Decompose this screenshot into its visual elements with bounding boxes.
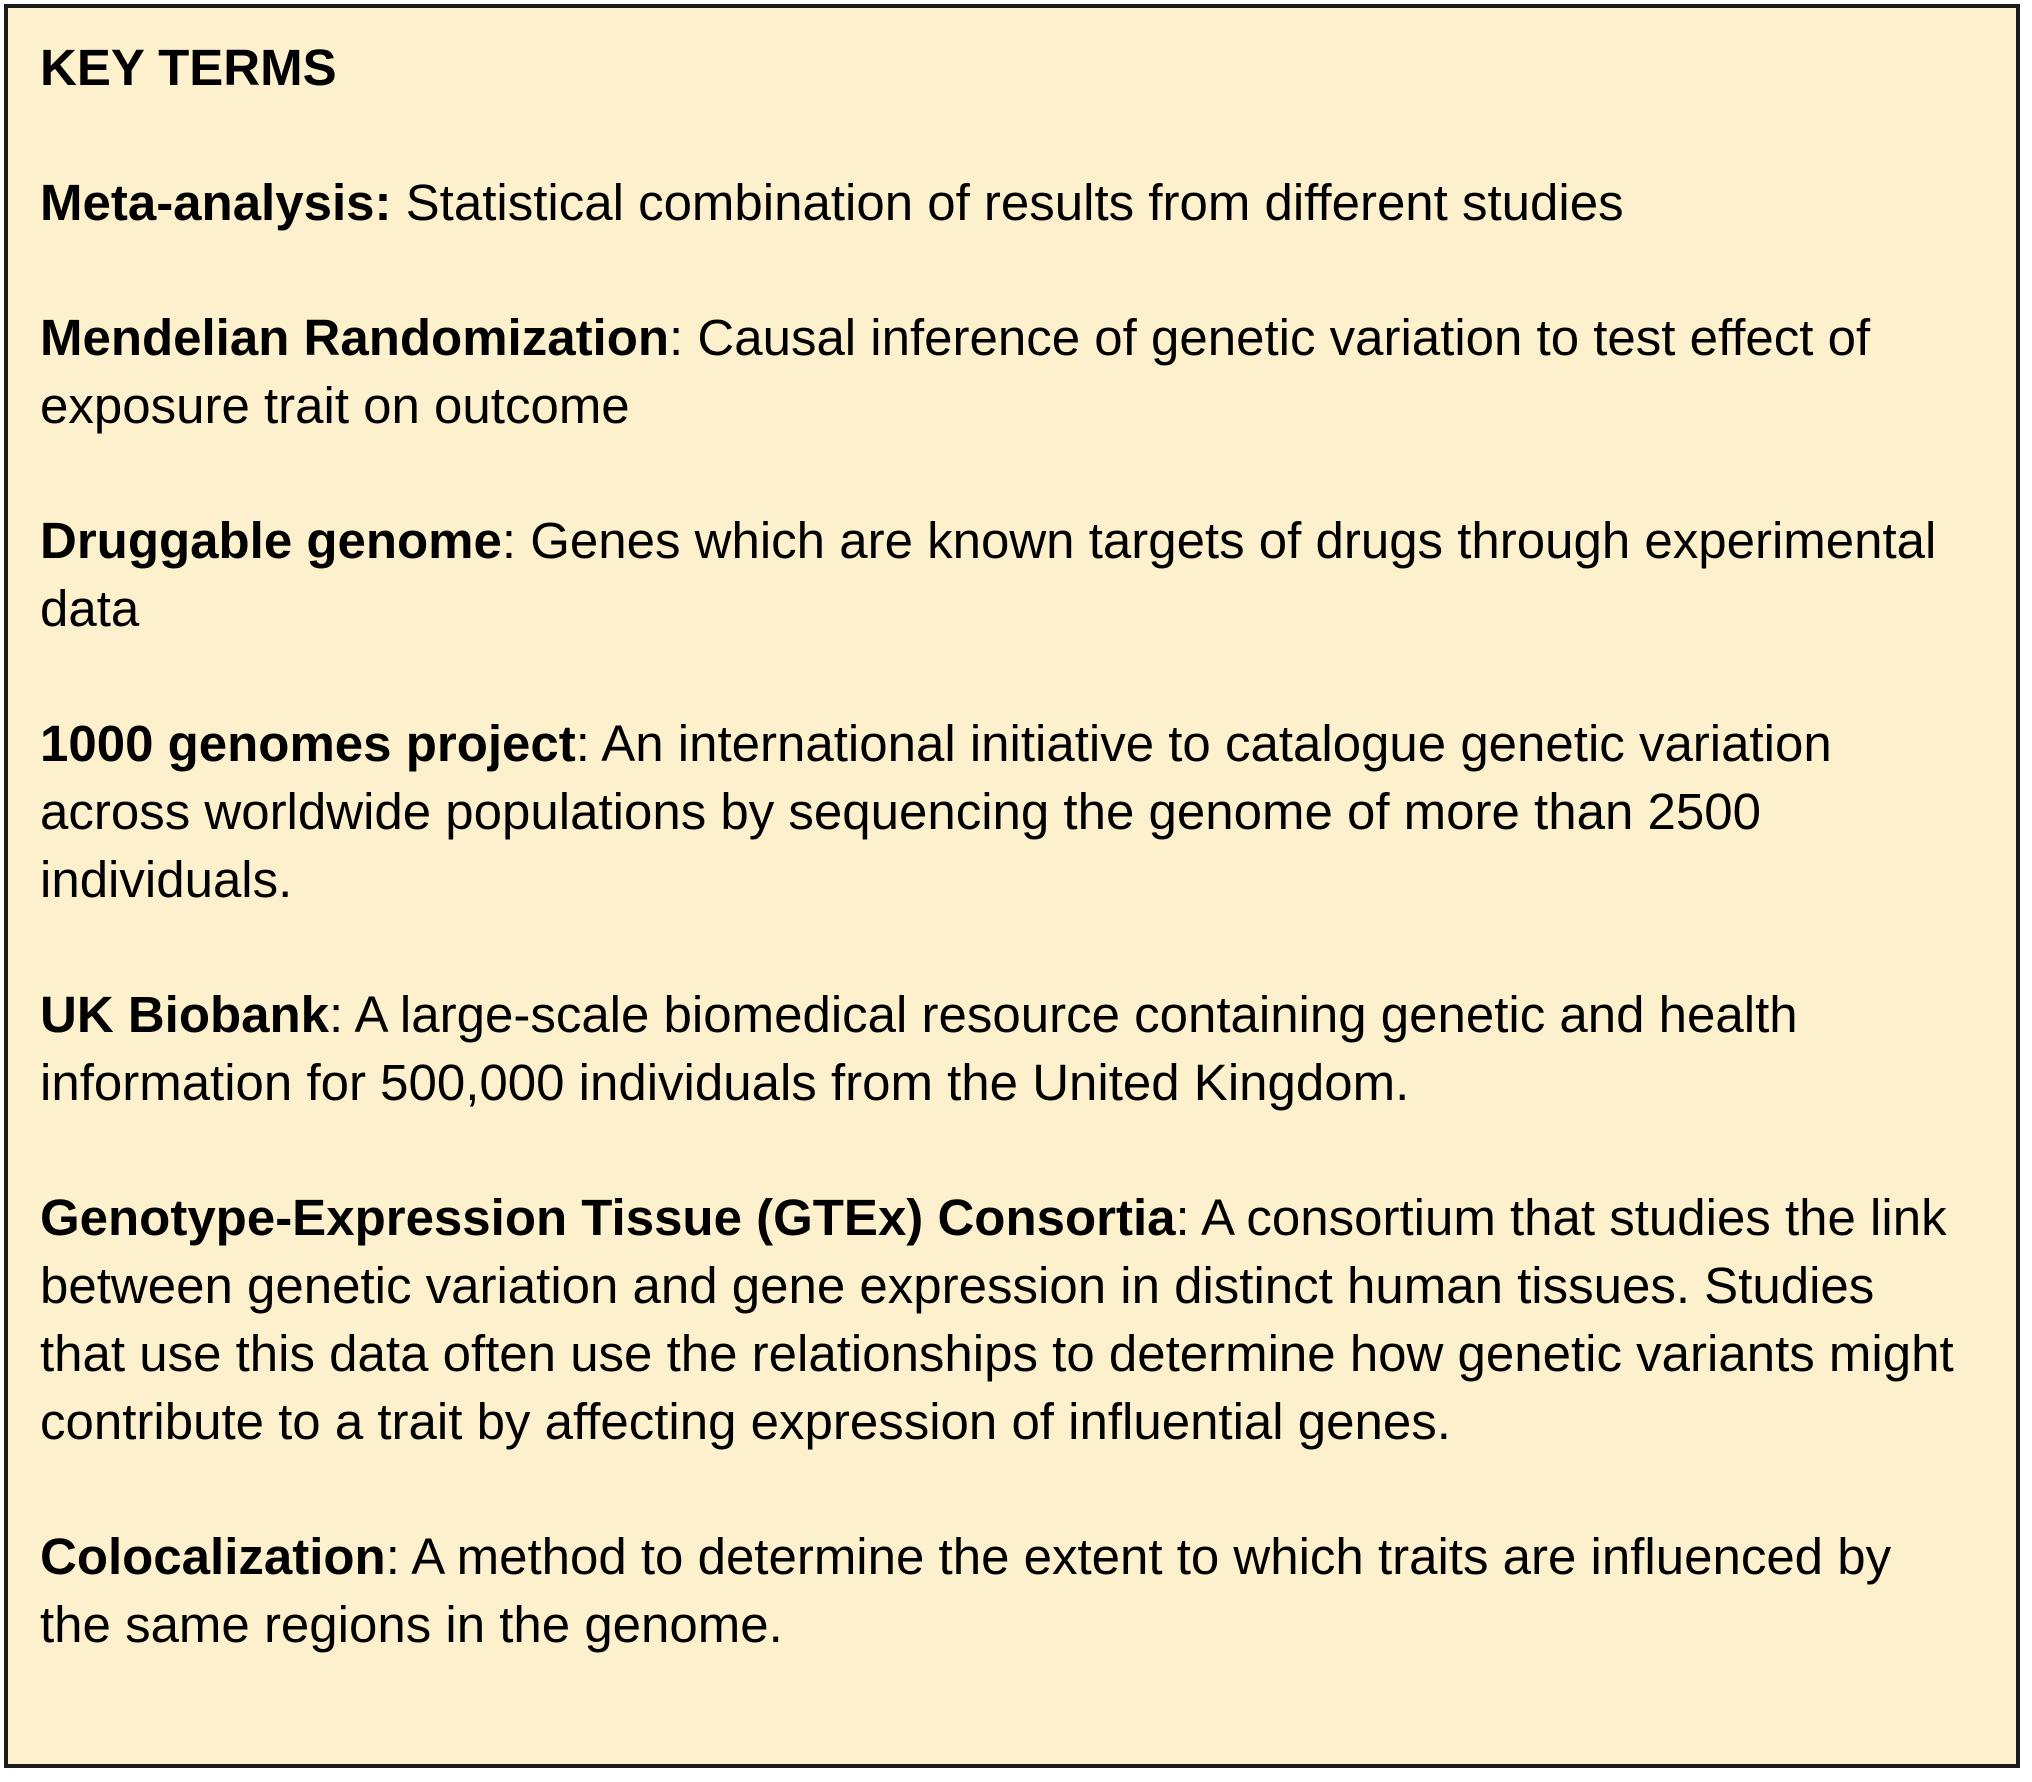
term-separator: : bbox=[575, 715, 590, 772]
term-separator: : bbox=[329, 986, 344, 1043]
term-label: UK Biobank bbox=[40, 986, 330, 1043]
term-definition: A large-scale biomedical resource containing genetic and health information for 500,000 individuals from the United Kingdom. bbox=[40, 986, 1798, 1111]
term-entry-gtex bbox=[40, 1184, 1972, 1456]
term-entry-1000-genomes bbox=[40, 710, 1972, 914]
term-definition: An international initiative to catalogue genetic variation across worldwide populations by sequencing the genome of more than 2500 individuals. bbox=[40, 715, 1832, 908]
term-definition: A method to determine the extent to which traits are influenced by the same regions in the genome. bbox=[40, 1528, 1892, 1653]
term-separator: : bbox=[1175, 1189, 1190, 1246]
term-definition: Statistical combination of results from different studies bbox=[391, 174, 1624, 231]
term-definition: Causal inference of genetic variation to test effect of exposure trait on outcome bbox=[40, 309, 1871, 434]
term-label: Mendelian Randomization bbox=[40, 309, 670, 366]
term-entry-meta-analysis bbox=[40, 169, 1972, 237]
term-entry-uk-biobank bbox=[40, 981, 1972, 1117]
term-definition: Genes which are known targets of drugs through experimental data bbox=[40, 512, 1937, 637]
term-label: Genotype-Expression Tissue (GTEx) Consortia bbox=[40, 1189, 1176, 1246]
term-label: 1000 genomes project bbox=[40, 715, 576, 772]
term-separator: : bbox=[501, 512, 517, 569]
term-entry-mendelian-randomization bbox=[40, 304, 1972, 440]
key-terms-box bbox=[4, 4, 2020, 1768]
term-separator: : bbox=[385, 1528, 400, 1585]
key-terms-title: KEY TERMS bbox=[40, 39, 337, 96]
term-label: Meta-analysis: bbox=[40, 174, 392, 231]
term-entry-colocalization bbox=[40, 1523, 1972, 1659]
term-definition: A consortium that studies the link between genetic variation and gene expression in distinct human tissues. Studies that use this data often use the relationships to determine how genetic variants might contribute to a trait by affecting expression of influential genes. bbox=[40, 1189, 1954, 1450]
term-label: Colocalization bbox=[40, 1528, 386, 1585]
term-separator: : bbox=[669, 309, 684, 366]
term-label: Druggable genome bbox=[40, 512, 502, 569]
term-entry-druggable-genome bbox=[40, 507, 1972, 643]
